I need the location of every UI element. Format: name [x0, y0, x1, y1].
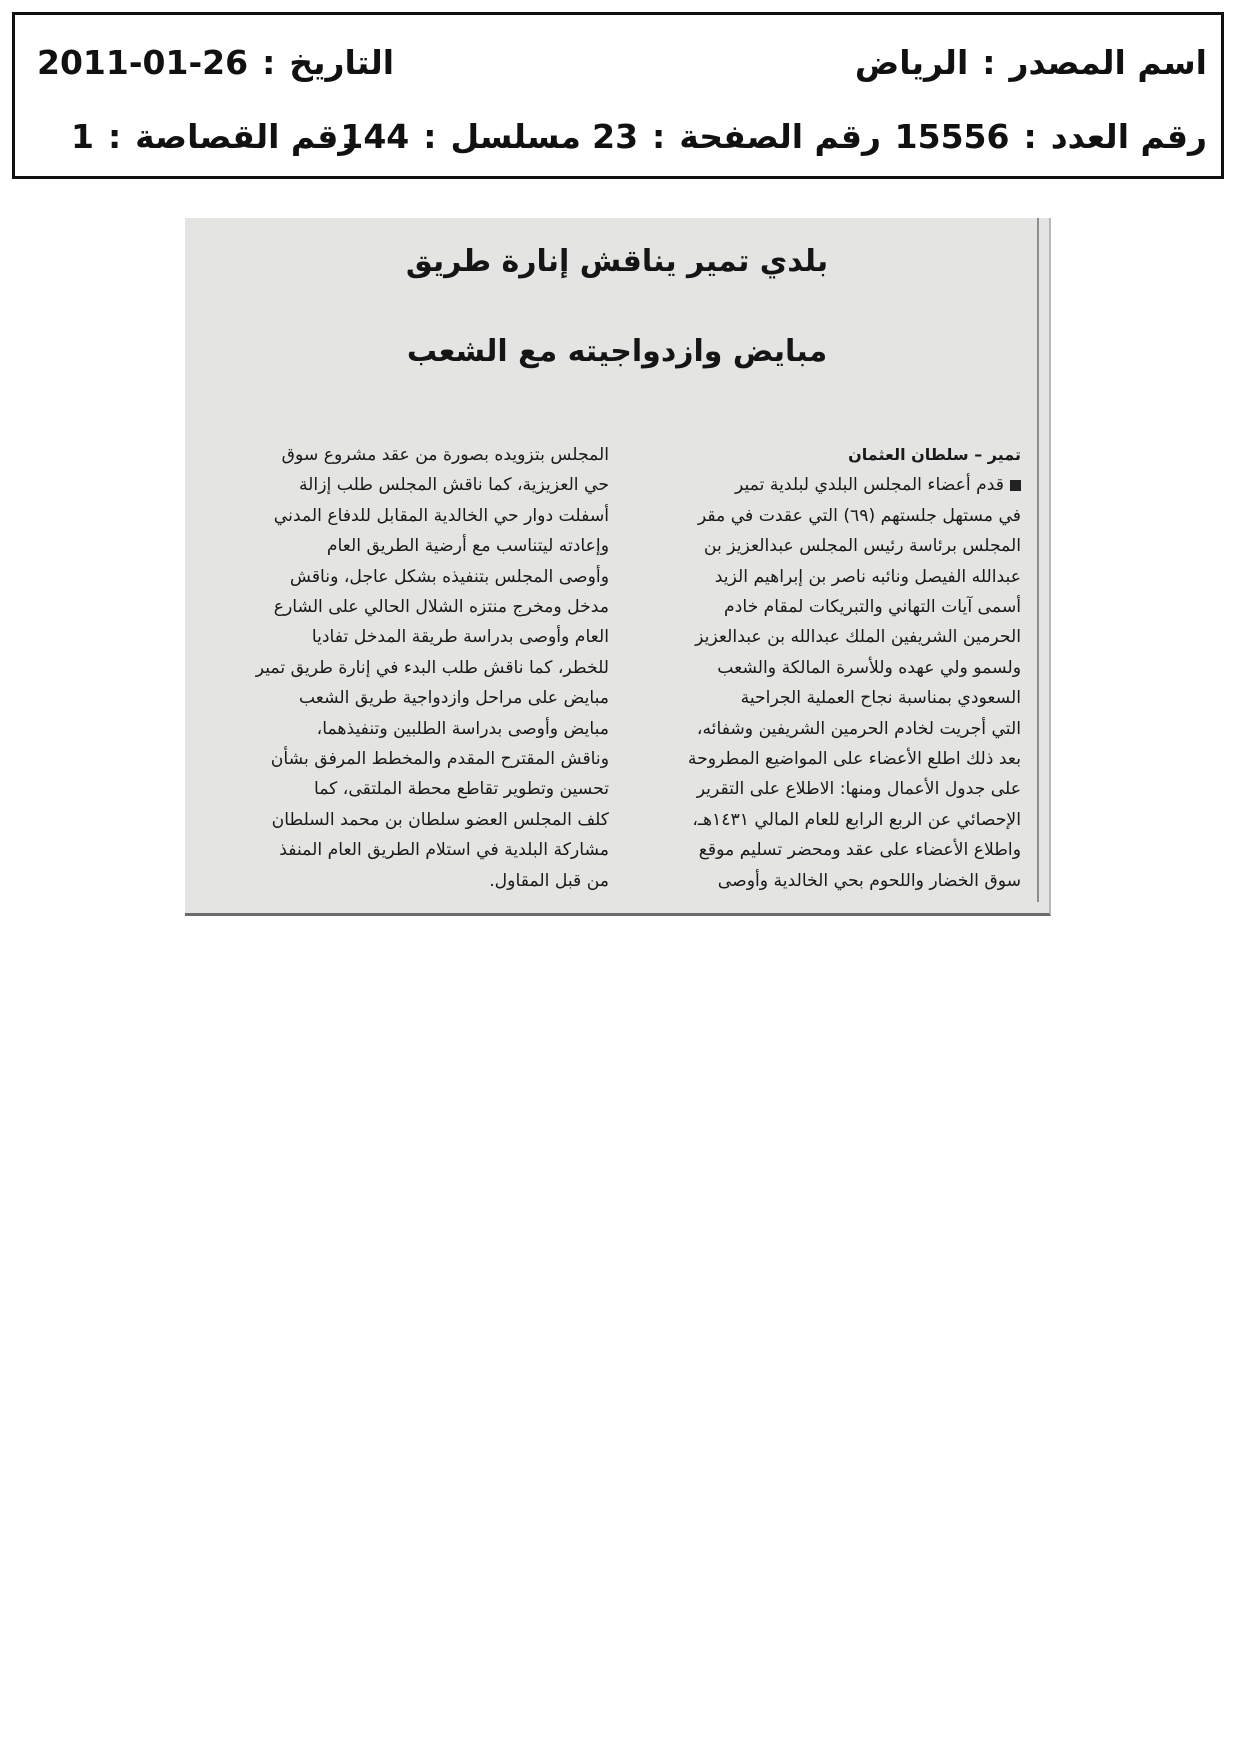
serial-value: 144	[340, 117, 410, 156]
source-separator: :	[982, 43, 996, 82]
issue-field	[895, 117, 1207, 157]
article-line: على جدول الأعمال ومنها: الاطلاع على التقرير	[696, 779, 1021, 800]
article-line: تحسين وتطوير تقاطع محطة الملتقى، كما	[313, 779, 609, 800]
clip-field	[71, 117, 357, 157]
source-label: اسم المصدر	[1009, 43, 1207, 82]
issue-value: 15556	[894, 117, 1010, 156]
article-line: أسفلت دوار حي الخالدية المقابل للدفاع المدني	[273, 505, 609, 526]
page-label: رقم الصفحة	[679, 117, 881, 156]
article-line: أسمى آيات التهاني والتبريكات لمقام خادم	[724, 597, 1021, 618]
article-line: المجلس بتزويده بصورة من عقد مشروع سوق	[281, 445, 609, 465]
article-line: الحرمين الشريفين الملك عبدالله بن عبدالعزيز	[695, 627, 1021, 648]
issue-label: رقم العدد	[1050, 117, 1207, 156]
date-separator: :	[262, 43, 276, 82]
article-line	[651, 470, 1021, 500]
article-column-right	[651, 440, 1021, 896]
headline-line-1: بلدي تمير يناقش إنارة طريق	[405, 244, 829, 279]
article-line: بعد ذلك اطلع الأعضاء على المواضيع المطروحة	[687, 749, 1021, 770]
article-line: حي العزيزية، كما ناقش المجلس طلب إزالة	[298, 475, 609, 496]
article-line: مبايض وأوصى بدراسة الطلبين وتنفيذهما،	[316, 718, 609, 739]
article-line: السعودي بمناسبة نجاح العملية الجراحية	[740, 688, 1021, 709]
page-value: 23	[592, 117, 639, 156]
clipping-column-rule	[1037, 218, 1039, 902]
date-value: 2011-01-26	[37, 43, 249, 82]
page-separator: :	[652, 117, 666, 156]
article-line: كلف المجلس العضو سلطان بن محمد السلطان	[271, 809, 609, 830]
source-value: الرياض	[854, 43, 969, 82]
byline: تمير – سلطان العثمان	[848, 445, 1021, 464]
date-field	[37, 43, 394, 83]
article-line: وناقش المقترح المقدم والمخطط المرفق بشأن	[270, 749, 609, 770]
serial-field	[340, 117, 581, 157]
article-line: الإحصائي عن الربع الرابع للعام المالي ١٤٣١هـ،	[692, 809, 1021, 830]
article-line-text: قدم أعضاء المجلس البلدي لبلدية تمير	[735, 475, 1004, 496]
clip-value: 1	[71, 117, 94, 156]
article-column-left	[209, 440, 609, 896]
newspaper-clipping	[185, 218, 1051, 916]
article-line: التي أجريت لخادم الحرمين الشريفين وشفائه،	[696, 718, 1021, 739]
square-bullet-icon	[1010, 480, 1021, 491]
article-line: ولسمو ولي عهده وللأسرة المالكة والشعب	[717, 657, 1021, 678]
article-line: عبدالله الفيصل ونائبه ناصر بن إبراهيم الزيد	[714, 566, 1021, 587]
article-line: مبايض على مراحل وازدواجية طريق الشعب	[298, 688, 609, 709]
page-field	[592, 117, 881, 157]
clip-label: رقم القصاصة	[135, 117, 358, 156]
article-line: في مستهل جلستهم (٦٩) التي عقدت في مقر	[697, 505, 1021, 526]
article-line: واطلاع الأعضاء على عقد ومحضر تسليم موقع	[698, 840, 1021, 861]
clipping-header-box	[12, 12, 1224, 179]
article-line: العام وأوصى بدراسة طريقة المدخل تفاديا	[311, 627, 609, 648]
article-line: وأوصى المجلس بتنفيذه بشكل عاجل، وناقش	[289, 566, 609, 587]
serial-separator: :	[423, 117, 437, 156]
serial-label: مسلسل	[450, 117, 581, 156]
article-line: سوق الخضار واللحوم بحي الخالدية وأوصى	[717, 870, 1021, 891]
date-label: التاريخ	[289, 43, 395, 82]
clip-separator: :	[107, 117, 122, 156]
issue-separator: :	[1023, 117, 1037, 156]
article-line: المجلس برئاسة رئيس المجلس عبدالعزيز بن	[703, 536, 1021, 557]
article-line: وإعادته ليتناسب مع أرضية الطريق العام	[326, 536, 609, 557]
headline-line-2: مبايض وازدواجيته مع الشعب	[406, 334, 828, 369]
article-line: مشاركة البلدية في استلام الطريق العام المنفذ	[279, 840, 609, 861]
article-line: من قبل المقاول.	[489, 870, 609, 891]
article-line: للخطر، كما ناقش طلب البدء في إنارة طريق تمير	[255, 657, 609, 678]
article-line: مدخل ومخرج منتزه الشلال الحالي على الشارع	[273, 597, 609, 618]
source-field	[855, 43, 1207, 83]
